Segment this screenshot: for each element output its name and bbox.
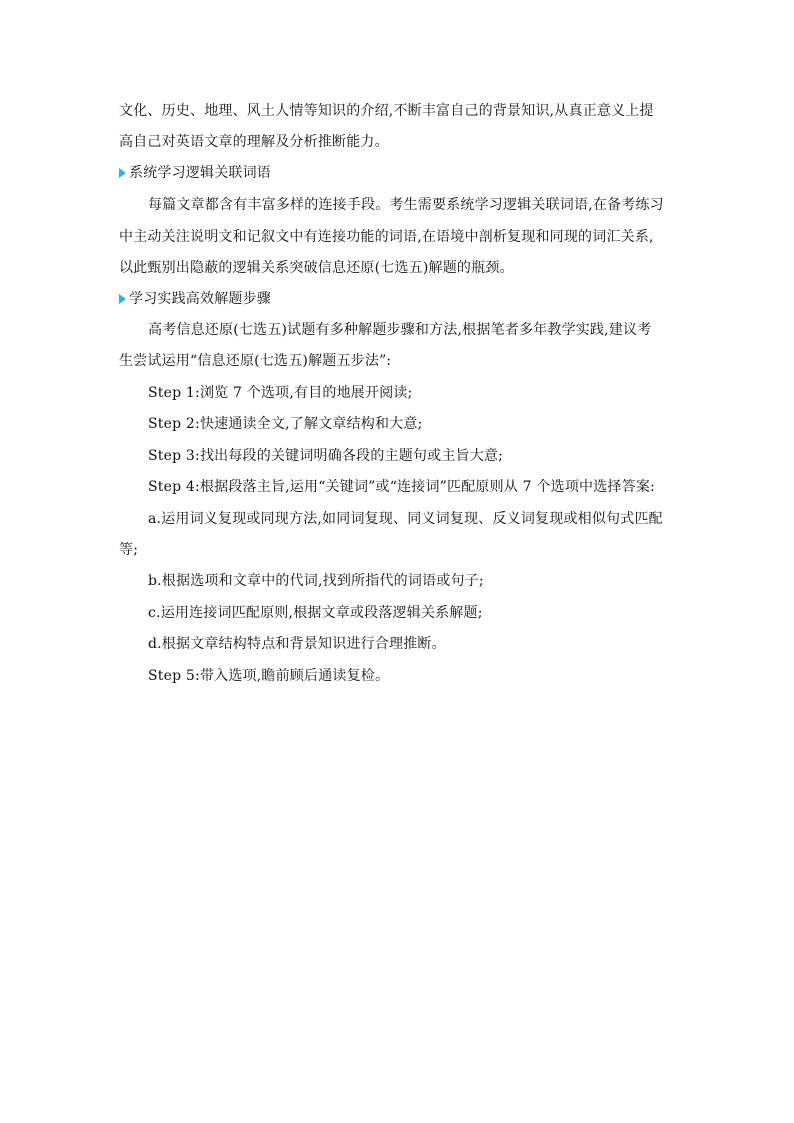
step-item: Step 5:带入选项,瞻前顾后通读复检。 — [148, 668, 390, 684]
sub-item-d: d.根据文章结构特点和背景知识进行合理推断。 — [148, 636, 446, 652]
step-item: Step 4:根据段落主旨,运用“关键词”或“连接词”匹配原则从 7 个选项中选择答案: — [148, 479, 655, 495]
paragraph-line: 高自己对英语文章的理解及分析推断能力。 — [119, 134, 389, 150]
sub-item-c: c.运用连接词匹配原则,根据文章或段落逻辑关系解题; — [148, 605, 483, 621]
sub-item-b: b.根据选项和文章中的代词,找到所指代的词语或句子; — [148, 573, 484, 589]
paragraph-line: 生尝试运用“信息还原(七选五)解题五步法”: — [119, 353, 392, 369]
sub-item-a: a.运用词义复现或同现方法,如同词复现、同义词复现、反义词复现或相似句式匹配 — [148, 511, 663, 527]
paragraph-line: 每篇文章都含有丰富多样的连接手段。考生需要系统学习逻辑关联词语,在备考练习 — [148, 197, 664, 213]
section-title: 系统学习逻辑关联词语 — [129, 165, 271, 181]
triangle-bullet-icon — [119, 168, 126, 178]
step-item: Step 3:找出每段的关键词明确各段的主题句或主旨大意; — [148, 448, 504, 464]
paragraph-line: 高考信息还原(七选五)试题有多种解题步骤和方法,根据笔者多年教学实践,建议考 — [148, 322, 652, 338]
section-heading-solving-steps — [119, 289, 271, 309]
step-item: Step 1:浏览 7 个选项,有目的地展开阅读; — [148, 385, 413, 401]
paragraph-line: 文化、历史、地理、风土人情等知识的介绍,不断丰富自己的背景知识,从真正意义上提 — [119, 103, 654, 119]
triangle-bullet-icon — [119, 294, 126, 304]
section-title: 学习实践高效解题步骤 — [129, 291, 271, 307]
paragraph-line: 中主动关注说明文和记叙文中有连接功能的词语,在语境中剖析复现和同现的词汇关系, — [119, 229, 654, 245]
step-item: Step 2:快速通读全文,了解文章结构和大意; — [148, 416, 423, 432]
section-heading-logic-words — [119, 163, 271, 183]
sub-item-a-continued: 等; — [119, 542, 139, 558]
paragraph-line: 以此甄别出隐蔽的逻辑关系突破信息还原(七选五)解题的瓶颈。 — [119, 260, 514, 276]
